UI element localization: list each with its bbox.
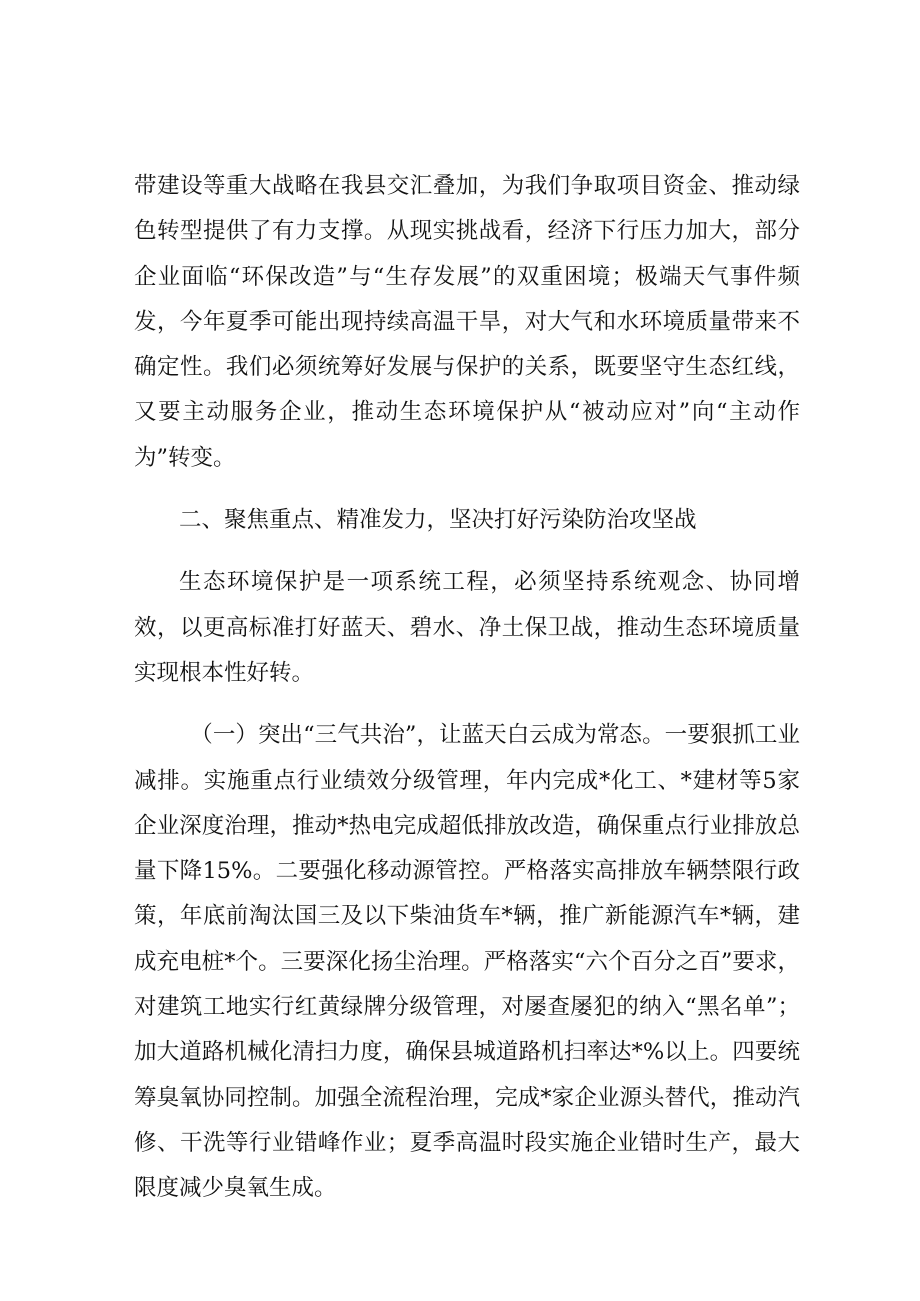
document-body <box>134 164 800 1212</box>
paragraph-gap <box>134 696 800 713</box>
section-heading-2: 二、聚焦重点、精准发力，坚决打好污染防治攻坚战 <box>179 507 697 534</box>
paragraph-gap <box>134 543 800 560</box>
paragraph-gap <box>134 481 800 498</box>
paragraph-continuation: 带建设等重大战略在我县交汇叠加，为我们争取项目资金、推动绿色转型提供了有力支撑。从现实挑战看，经济下行压力加大，部分企业面临“环保改造”与“生存发展”的双重困境；极端天气事件频发，今年夏季可能出现持续高温干旱，对大气和水环境质量带来不确定性。我们必须统筹好发展与保护的关系，既要坚守生态红线，又要主动服务企业，推动生态环境保护从“被动应对”向“主动作为”转变。 <box>134 173 800 471</box>
paragraph-section-intro: 生态环境保护是一项系统工程，必须坚持系统观念、协同增效，以更高标准打好蓝天、碧水、净土保卫战，推动生态环境质量实现根本性好转。 <box>134 569 800 686</box>
paragraph-air-pollution: （一）突出“三气共治”，让蓝天白云成为常态。一要狠抓工业减排。实施重点行业绩效分级管理，年内完成*化工、*建材等5家企业深度治理，推动*热电完成超低排放改造，确保重点行业排放总量下降15%。二要强化移动源管控。严格落实高排放车辆禁限行政策，年底前淘汰国三及以下柴油货车*辆，推广新能源汽车*辆，建成充电桩*个。三要深化扬尘治理。严格落实“六个百分之百”要求，对建筑工地实行红黄绿牌分级管理，对屡查屡犯的纳入“黑名单”；加大道路机械化清扫力度，确保县城道路机扫率达*%以上。四要统筹臭氧协同控制。加强全流程治理，完成*家企业源头替代，推动汽修、干洗等行业错峰作业；夏季高温时段实施企业错时生产，最大限度减少臭氧生成。 <box>134 722 800 1202</box>
